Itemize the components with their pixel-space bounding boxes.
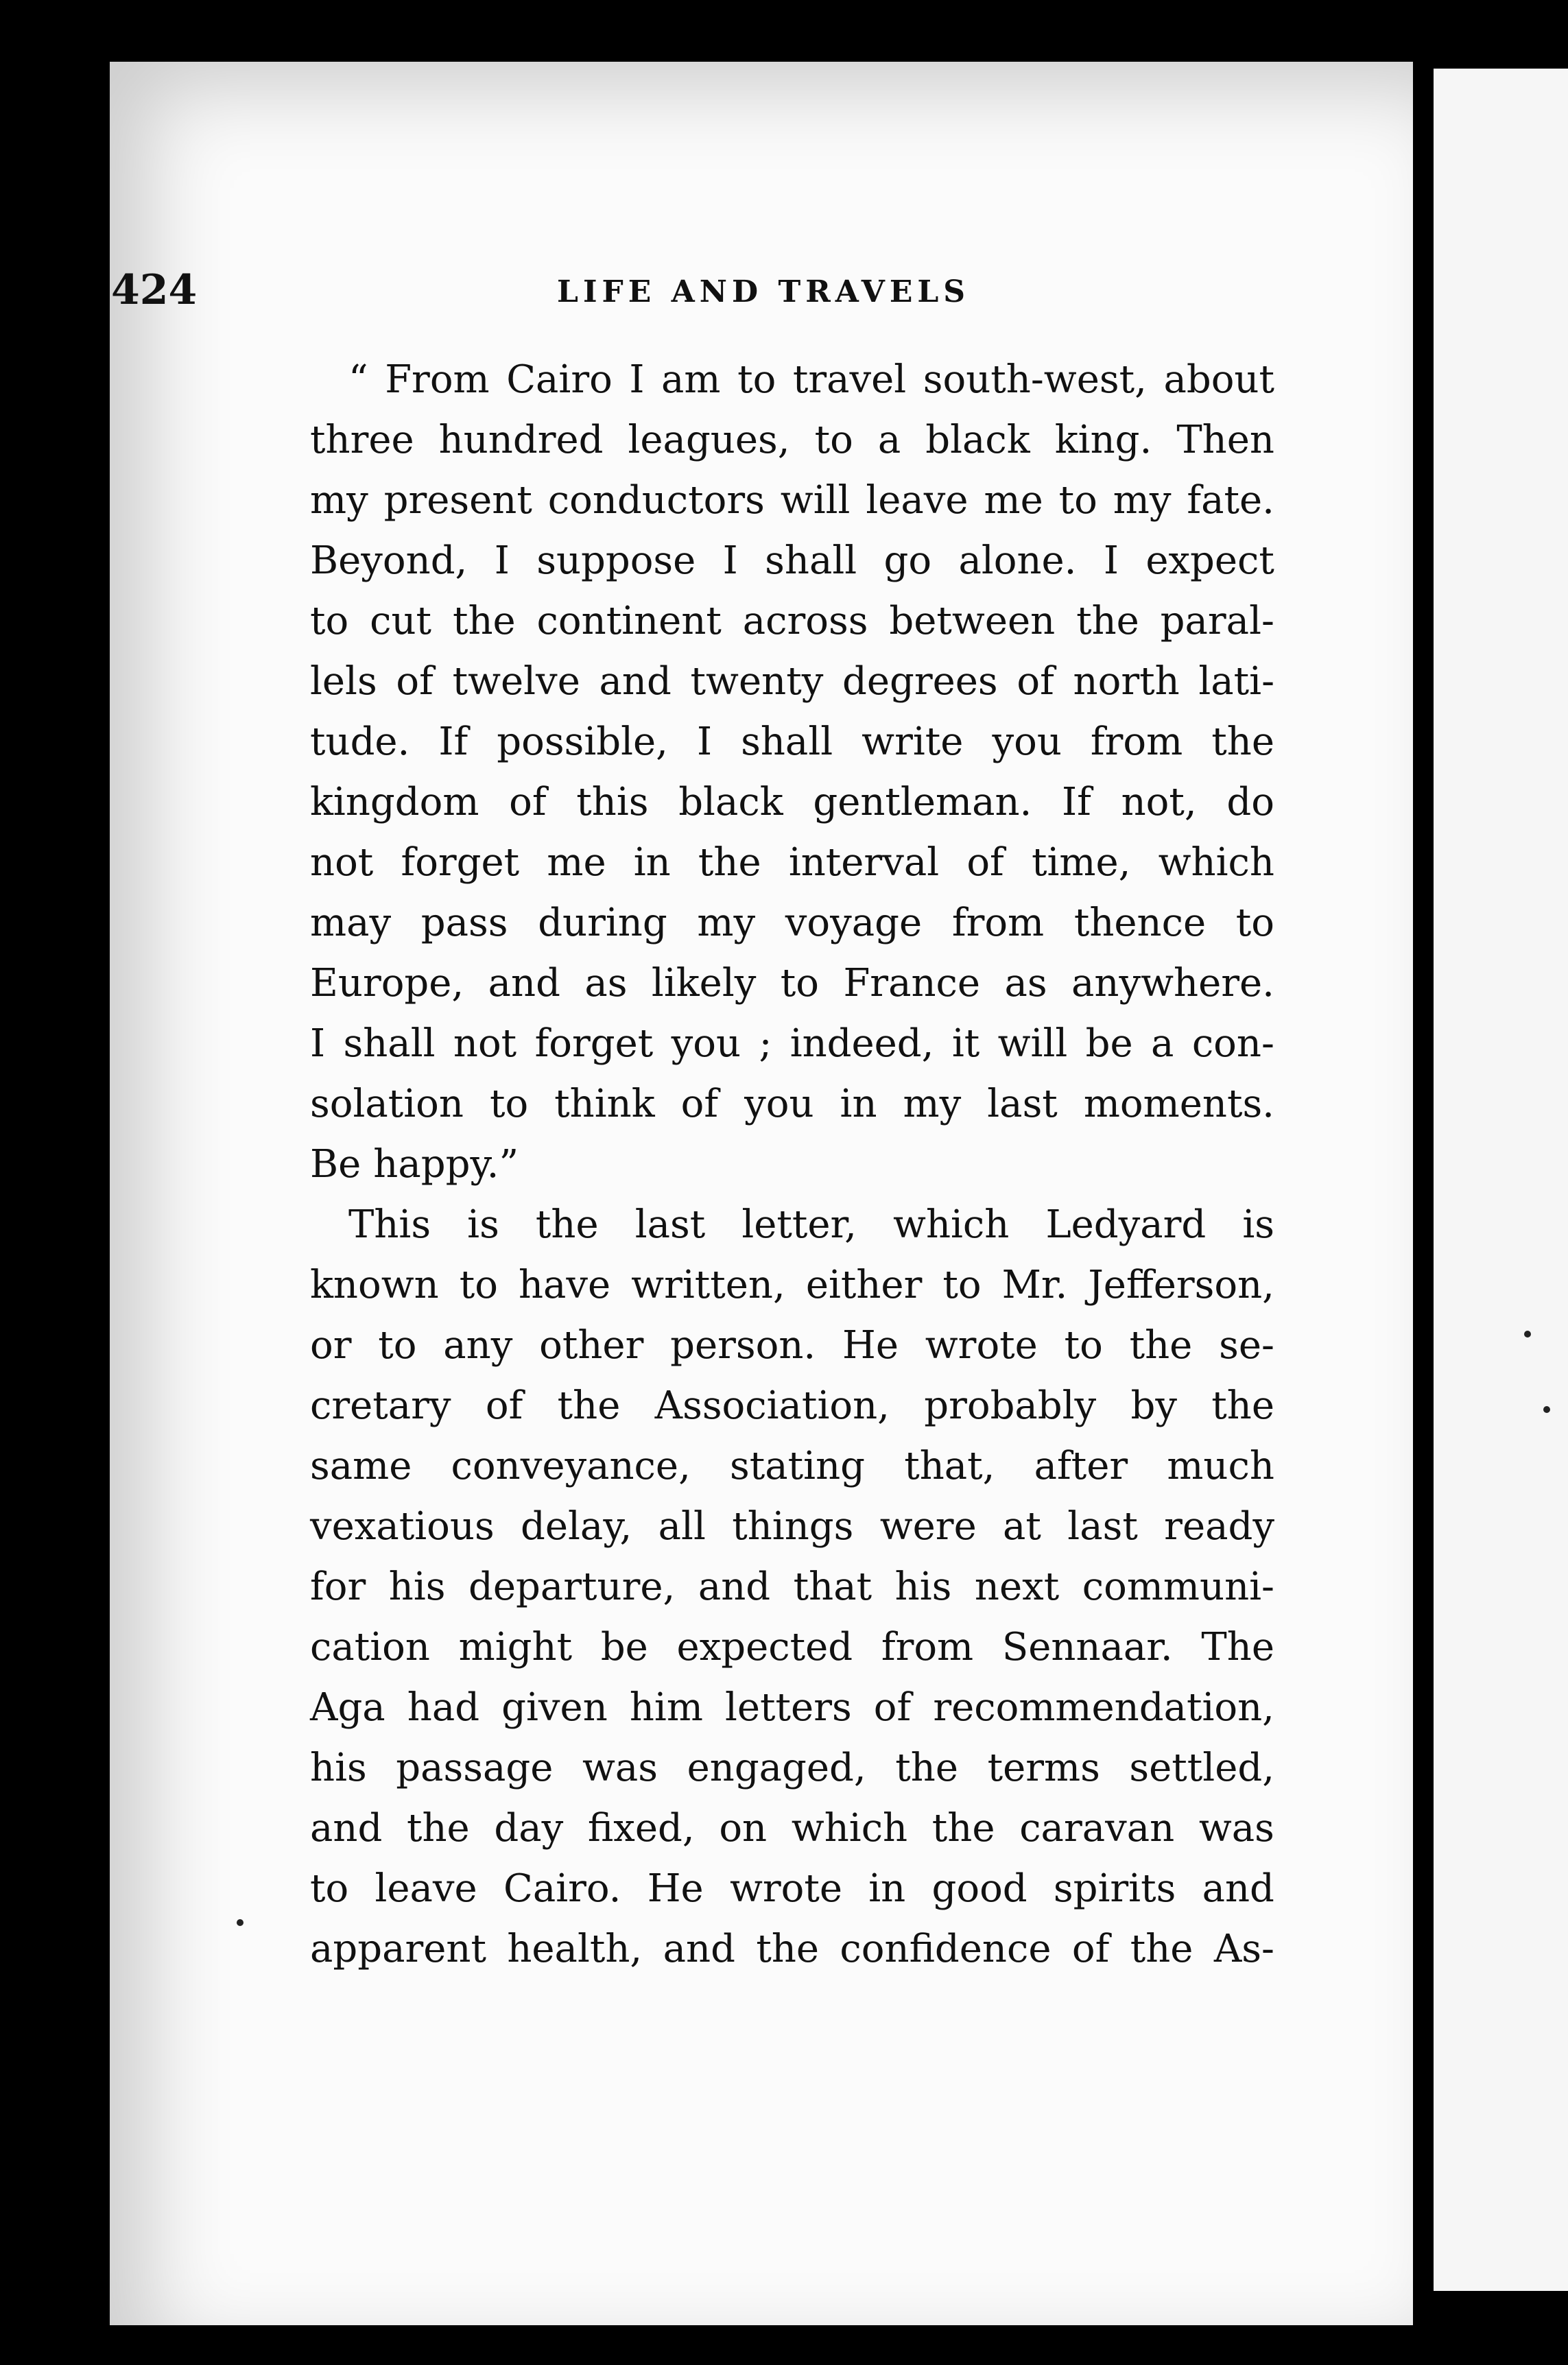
word: last [1067,1504,1138,1549]
word: This [348,1202,431,1247]
word: the [1211,1383,1274,1428]
word: much [1167,1444,1274,1488]
word: engaged, [687,1746,866,1790]
word: you [992,720,1062,764]
word: a [877,418,901,462]
word: to [378,1323,417,1368]
word: think [554,1082,655,1126]
word: same [310,1444,412,1488]
word: the [406,1806,470,1851]
text-line [310,1859,1274,1919]
word: ; [759,1021,772,1066]
word: shall [765,538,857,583]
word: to [814,418,853,462]
word: I [494,538,510,583]
word: my [1113,478,1172,523]
word: things [732,1504,854,1549]
word: hundred [438,418,604,462]
word: of [485,1383,523,1428]
word: to [737,357,776,402]
word: you [744,1082,814,1126]
word: the [756,1927,820,1971]
word: lati- [1198,659,1274,704]
text-line [310,1255,1274,1316]
word: in [840,1082,877,1126]
word: ready [1164,1504,1274,1549]
word: during [538,901,667,945]
word: do [1226,780,1274,824]
word: next [974,1565,1060,1609]
word: probably [924,1383,1097,1428]
word: to [310,1866,349,1911]
word: paral- [1160,599,1274,643]
text-line [310,893,1274,953]
word: a [1151,1021,1174,1066]
word: have [518,1263,611,1307]
word: me [547,840,606,885]
word: you [671,1021,741,1066]
word: caravan [1019,1806,1175,1851]
word: the [452,599,516,643]
word: not [453,1021,517,1066]
word: good [931,1866,1027,1911]
word: in [868,1866,906,1911]
word: As- [1213,1927,1274,1971]
word: all [658,1504,706,1549]
word: con- [1191,1021,1274,1066]
word: If [1062,780,1091,824]
text-line [310,471,1274,531]
word: and [488,961,560,1006]
word: of [396,659,433,704]
word: to [1064,1323,1103,1368]
running-head: LIFE AND TRAVELS [557,274,971,309]
word: black [925,418,1030,462]
word: from [881,1625,974,1669]
text-line [310,531,1274,591]
word: south-west, [923,357,1147,402]
word: north [1073,659,1180,704]
word: twenty [690,659,824,704]
word: recommendation, [933,1685,1274,1730]
word: likely [651,961,757,1006]
word: to [780,961,820,1006]
word: settled, [1129,1746,1274,1790]
word: and [698,1565,771,1609]
word: day [494,1806,564,1851]
body-text [310,350,1274,1980]
word: He [842,1323,899,1368]
word: written, [631,1263,785,1307]
word: terms [987,1746,1100,1790]
word: voyage [785,901,923,945]
word: it [951,1021,980,1066]
word: I [722,538,738,583]
word: cation [310,1625,430,1669]
word: anywhere. [1071,961,1274,1006]
word: leave [375,1866,477,1911]
text-line [310,1798,1274,1859]
word: letter, [741,1202,857,1247]
word: person. [670,1323,816,1368]
word: the [535,1202,599,1247]
word: from [1090,720,1183,764]
word: interval [788,840,940,885]
word: at [1003,1504,1041,1549]
word: of [873,1685,912,1730]
word: my [310,478,368,523]
word: Association, [654,1383,890,1428]
word: Cairo [506,357,613,402]
word: of [1017,659,1054,704]
text-line [310,350,1274,410]
word: delay, [521,1504,632,1549]
word: and [599,659,672,704]
word: of [1071,1927,1110,1971]
ink-speck [1543,1406,1550,1413]
word: Sennaar. [1001,1625,1173,1669]
word: expect [1145,538,1274,583]
word: had [407,1685,480,1730]
word: Beyond, [310,538,468,583]
word: degrees [842,659,998,704]
word: may [310,901,392,945]
word: this [576,780,649,824]
word: last [987,1082,1058,1126]
word: Cairo. [503,1866,621,1911]
word: my [697,901,756,945]
word: any [443,1323,513,1368]
word: his [310,1746,367,1790]
text-line [310,1497,1274,1557]
word: confidence [840,1927,1052,1971]
word: which [893,1202,1010,1247]
word: conveyance, [451,1444,691,1488]
word: fate. [1187,478,1274,523]
word: spirits [1053,1866,1176,1911]
word: alone. [958,538,1077,583]
word: vexatious [310,1504,495,1549]
text-line [310,1376,1274,1436]
word: thence [1073,901,1207,945]
word: forget [534,1021,654,1066]
text-line [310,1134,1274,1195]
word: pass [420,901,508,945]
word: and [310,1806,383,1851]
word: other [539,1323,644,1368]
word: might [458,1625,573,1669]
word: Europe, [310,961,464,1006]
text-line [310,833,1274,893]
word: fixed, [587,1806,695,1851]
word: leave [866,478,969,523]
word: solation [310,1082,464,1126]
text-line [310,652,1274,712]
word: as [584,961,628,1006]
word: apparent [310,1927,486,1971]
word: wrote [925,1323,1038,1368]
word: He [647,1866,704,1911]
word: of [509,780,547,824]
word: the [931,1806,995,1851]
word: will [780,478,851,523]
word: Jefferson, [1088,1263,1274,1307]
word: not, [1121,780,1197,824]
word: the [1129,1323,1193,1368]
text-line [310,1074,1274,1134]
word: of [680,1082,719,1126]
word: king. [1054,418,1152,462]
word: either [805,1263,923,1307]
word: Then [1176,418,1274,462]
word: kingdom [310,780,479,824]
word: be [1085,1021,1133,1066]
word: Aga [310,1685,385,1730]
word: continent [536,599,722,643]
word: about [1163,357,1274,402]
word: me [984,478,1043,523]
word: conductors [547,478,765,523]
word: tude. [310,720,410,764]
word: was [582,1746,658,1790]
word: go [883,538,932,583]
word: his [388,1565,446,1609]
word: time, [1031,840,1131,885]
word: Ledyard [1045,1202,1207,1247]
word: to [1235,901,1274,945]
word: last [634,1202,706,1247]
word: known [310,1263,439,1307]
word: “ [348,357,368,402]
word: were [879,1504,977,1549]
word: forget [401,840,520,885]
word: I [1103,538,1119,583]
text-line [310,1919,1274,1980]
word: Be [310,1142,361,1187]
word: France [843,961,981,1006]
word: the [1076,599,1139,643]
text-line [310,1557,1274,1617]
word: I [629,357,645,402]
word: letters [725,1685,852,1730]
word: between [889,599,1056,643]
ink-speck [237,1919,243,1926]
word: the [895,1746,958,1790]
word: is [467,1202,499,1247]
word: by [1130,1383,1177,1428]
word: the [557,1383,621,1428]
word: cretary [310,1383,451,1428]
word: I [696,720,713,764]
word: I [310,1021,326,1066]
word: leagues, [628,418,790,462]
text-line [310,953,1274,1014]
word: which [791,1806,908,1851]
word: be [600,1625,648,1669]
word: as [1004,961,1047,1006]
word: twelve [452,659,580,704]
word: possible, [497,720,668,764]
text-line [310,1436,1274,1497]
word: travel [792,357,907,402]
word: on [719,1806,768,1851]
word: to [489,1082,529,1126]
word: indeed, [789,1021,934,1066]
word: lels [310,659,377,704]
word: in [633,840,671,885]
word: that, [904,1444,995,1488]
word: and [1202,1866,1274,1911]
word: was [1198,1806,1274,1851]
word: him [629,1685,703,1730]
word: to [459,1263,498,1307]
word: stating [730,1444,866,1488]
word: expected [676,1625,853,1669]
ink-speck [1524,1331,1531,1338]
word: from [951,901,1045,945]
adjacent-page-edge [1434,69,1568,2291]
word: is [1242,1202,1274,1247]
word: not [310,840,374,885]
text-line [310,1738,1274,1798]
word: departure, [468,1565,676,1609]
text-line [310,1195,1274,1255]
word: the [698,840,761,885]
word: the [1130,1927,1193,1971]
word: present [383,478,532,523]
word: wrote [729,1866,842,1911]
text-line [310,1678,1274,1738]
word: se- [1219,1323,1274,1368]
page-number: 424 [111,266,198,314]
word: three [310,418,414,462]
text-line [310,410,1274,471]
text-line [310,1617,1274,1678]
text-line [310,1316,1274,1376]
word: write [862,720,964,764]
word: to [1058,478,1097,523]
word: passage [396,1746,554,1790]
word: shall [741,720,833,764]
word: given [501,1685,608,1730]
word: communi- [1082,1565,1274,1609]
text-line [310,591,1274,652]
word: to [942,1263,982,1307]
word: moments. [1083,1082,1274,1126]
word: for [310,1565,366,1609]
word: From [385,357,490,402]
word: suppose [536,538,696,583]
word: my [903,1082,962,1126]
word: which [1158,840,1274,885]
word: happy.” [373,1142,519,1187]
word: cut [370,599,432,643]
word: that [793,1565,872,1609]
word: Mr. [1001,1263,1068,1307]
text-line [310,772,1274,833]
word: health, [507,1927,643,1971]
word: black [678,780,783,824]
word: If [438,720,468,764]
word: The [1201,1625,1274,1669]
word: to [310,599,349,643]
word: of [966,840,1004,885]
word: after [1034,1444,1128,1488]
word: am [661,357,721,402]
text-line [310,712,1274,772]
word: his [894,1565,952,1609]
word: or [310,1323,352,1368]
word: the [1211,720,1274,764]
word: across [742,599,868,643]
word: and [663,1927,735,1971]
word: will [997,1021,1068,1066]
word: shall [343,1021,436,1066]
text-line [310,1014,1274,1074]
word: gentleman. [813,780,1032,824]
